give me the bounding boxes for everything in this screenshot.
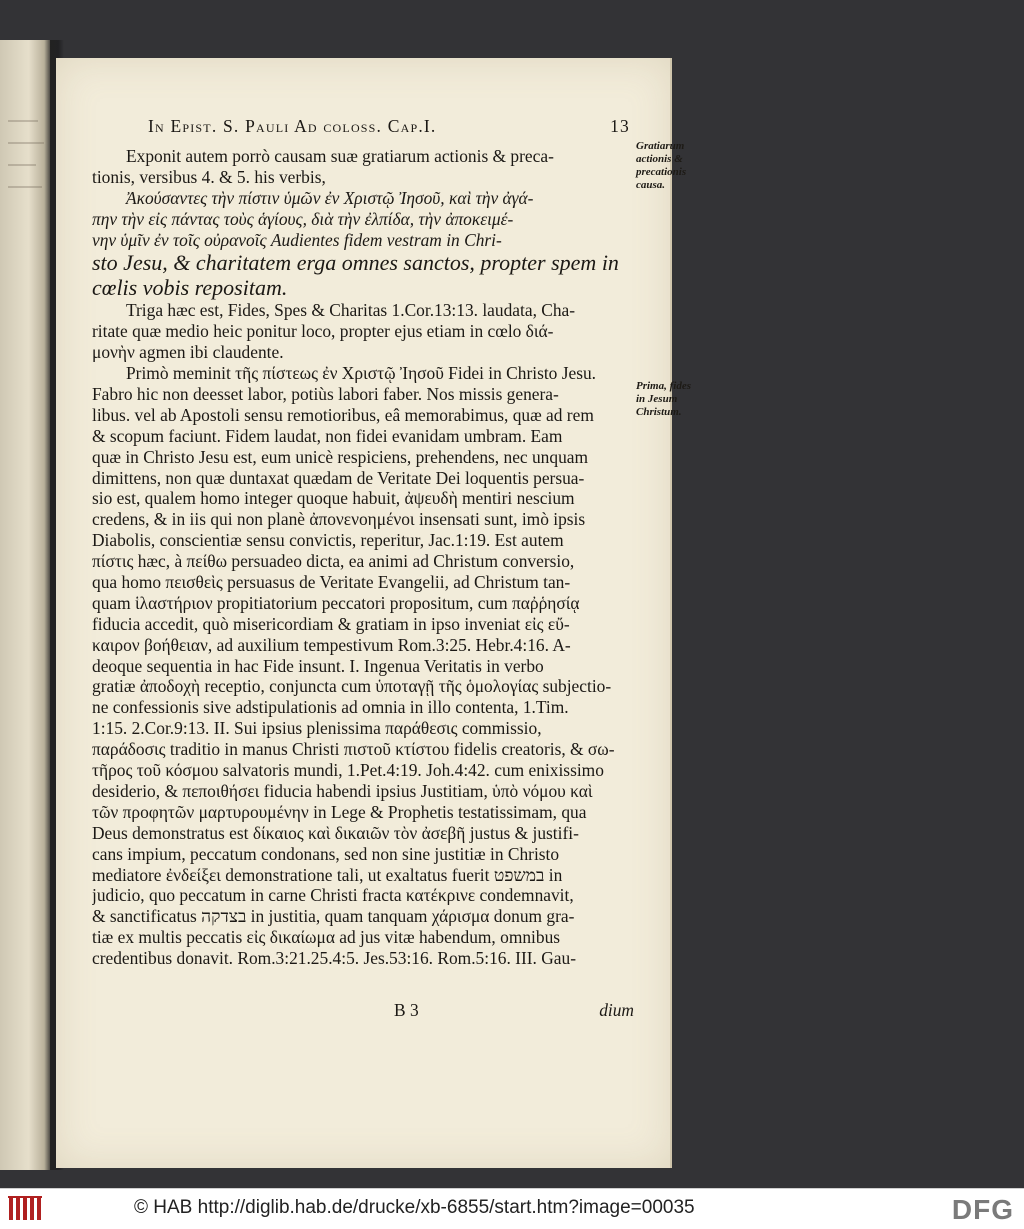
text-line: Ἀκούσαντες τὴν πίστιν ὑμῶν ἐν Χριστῷ Ἰησοῦ, καὶ τὴν ἀγά- (126, 187, 534, 208)
margin-note-line: causa. (636, 179, 666, 191)
text-line: ne confessionis sive adstipulationis ad omnia in illo contenta, 1.Tim. (92, 697, 569, 718)
text-line: Diabolis, conscientiæ sensu convictis, reperitur, Jac.1:19. Est autem (92, 530, 564, 551)
margin-note-line: in Jesum (636, 393, 678, 405)
running-header (148, 116, 630, 142)
footer-credit-link[interactable]: © HAB http://diglib.hab.de/drucke/xb-6855/start.htm?image=00035 (134, 1197, 695, 1218)
text-line: qua homo πεισθεὶς persuasus de Veritate Evangelii, ad Christum tan- (92, 572, 571, 593)
text-line: 1:15. 2.Cor.9:13. II. Sui ipsius plenissima παράθεσις commissio, (92, 718, 542, 739)
text-line: τῶν προφητῶν μαρτυρουμένην in Lege & Prophetis testatissimam, qua (92, 801, 587, 822)
text-line: Primò meminit τῆς πίστεως ἐν Χριστῷ Ἰησοῦ Fidei in Christo Jesu. (126, 363, 597, 384)
text-line: deoque sequentia in hac Fide insunt. I. Ingenua Veritatis in verbo (92, 655, 544, 676)
text-line: Deus demonstratus est δίκαιος καὶ δικαιῶν τὸν ἀσεβῆ justus & justifi- (92, 822, 579, 843)
text-line: quam ἱλαστήριον propitiatorium peccatori propositum, cum παῤῥησίᾳ (92, 592, 580, 613)
text-line: τῆρος τοῦ κόσμου salvatoris mundi, 1.Pet.4:19. Joh.4:42. cum enixissimo (92, 760, 604, 781)
margin-note-line: Gratiarum (636, 140, 685, 152)
text-line: quæ in Christo Jesu est, eum unicè respiciens, prehendens, nec unquam (92, 446, 589, 467)
text-line: desiderio, & πεποιθήσει fiducia habendi ipsius Justitiam, ὑπὸ νόμου καὶ (92, 780, 593, 801)
text-line: ritate quæ medio heic ponitur loco, propter ejus etiam in cœlo διά- (92, 321, 554, 342)
margin-note (636, 140, 686, 192)
text-line: καιρον βοήθειαν, ad auxilium tempestivum Rom.3:25. Hebr.4:16. A- (92, 634, 571, 655)
margin-note (636, 380, 691, 419)
margin-note-line: precationis (636, 166, 687, 178)
text-line: credens, & in iis qui non planè ἀπονενοημένοι insensati sunt, imò ipsis (92, 509, 586, 530)
footer-bar (0, 1188, 1024, 1229)
text-line: libus. vel ab Apostoli sensu remotioribus, eâ memorabimus, quæ ad rem (92, 404, 594, 425)
dfg-logo: DFG (951, 1194, 1014, 1225)
body-text (92, 146, 634, 969)
text-line: tiæ ex multis peccatis εἰς δικαίωμα ad jus vitæ habendum, omnibus (92, 927, 561, 948)
margin-note-line: actionis & (636, 153, 683, 165)
text-line: mediatore ἐνδείξει demonstratione tali, ut exaltatus fuerit במשפט in (92, 864, 563, 885)
text-line: judicio, quo peccatum in carne Christi fracta κατέκρινε condemnavit, (92, 885, 574, 906)
text-line: νην ὑμῖν ἐν τοῖς οὐρανοῖς Audientes fidem vestram in Chri- (92, 229, 502, 250)
text-line: sto Jesu, & charitatem erga omnes sanctos, propter spem in (92, 250, 619, 276)
facing-page-edge (0, 40, 52, 1170)
signature-row (92, 1000, 634, 1022)
text-line: πην τὴν εἰς πάντας τοὺς ἁγίους, διὰ τὴν ἐλπίδα, τὴν ἀποκειμέ- (92, 208, 514, 229)
text-line: παράδοσις traditio in manus Christi πιστοῦ κτίστου fidelis creatoris, & σω- (92, 739, 615, 760)
margin-note-line: Prima, fides (636, 380, 691, 392)
text-line: πίστις hæc, à πείθω persuadeo dicta, ea animi ad Christum conversio, (92, 551, 575, 572)
text-line: cans impium, peccatum condonans, sed non sine justitiæ in Christo (92, 843, 560, 864)
text-line: gratiæ ἀποδοχὴ receptio, conjuncta cum ὑποταγῇ τῆς ὁμολογίας subjectio- (92, 676, 612, 697)
catchword: dium (599, 1000, 634, 1020)
text-line: Triga hæc est, Fides, Spes & Charitas 1.Cor.13:13. laudata, Cha- (126, 300, 576, 321)
text-line: Exponit autem porrò causam suæ gratiarum actionis & preca- (126, 146, 554, 166)
text-line: sio est, qualem homo integer quoque habuit, ἀψευδὴ mentiri nescium (92, 488, 575, 509)
text-line: μονὴν agmen ibi claudente. (92, 342, 284, 363)
page-number: 13 (610, 116, 630, 136)
margin-note-line: Christum. (636, 406, 682, 418)
running-title: In Epist. S. Pauli Ad coloss. Cap.I. (148, 116, 437, 136)
text-line: cœlis vobis repositam. (92, 275, 288, 301)
text-line: fiducia accedit, quò misericordiam & gratiam in ipso inveniat εἰς εὔ- (92, 613, 570, 634)
hab-logo-icon (8, 1196, 44, 1222)
text-line: & sanctificatus בצדקה in justitia, quam tanquam χάρισμα donum gra- (92, 906, 575, 927)
text-line: & scopum faciunt. Fidem laudat, non fidei evanidam umbram. Eam (92, 425, 563, 446)
text-line: dimittens, non quæ duntaxat quædam de Veritate Dei loquentis persua- (92, 467, 585, 488)
text-line: Fabro hic non deesset labor, potiùs labori faber. Nos missis genera- (92, 384, 559, 405)
text-line: tionis, versibus 4. & 5. his verbis, (92, 166, 326, 187)
signature-mark: B 3 (394, 1000, 419, 1020)
text-line: credentibus donavit. Rom.3:21.25.4:5. Jes.53:16. Rom.5:16. III. Gau- (92, 948, 576, 969)
